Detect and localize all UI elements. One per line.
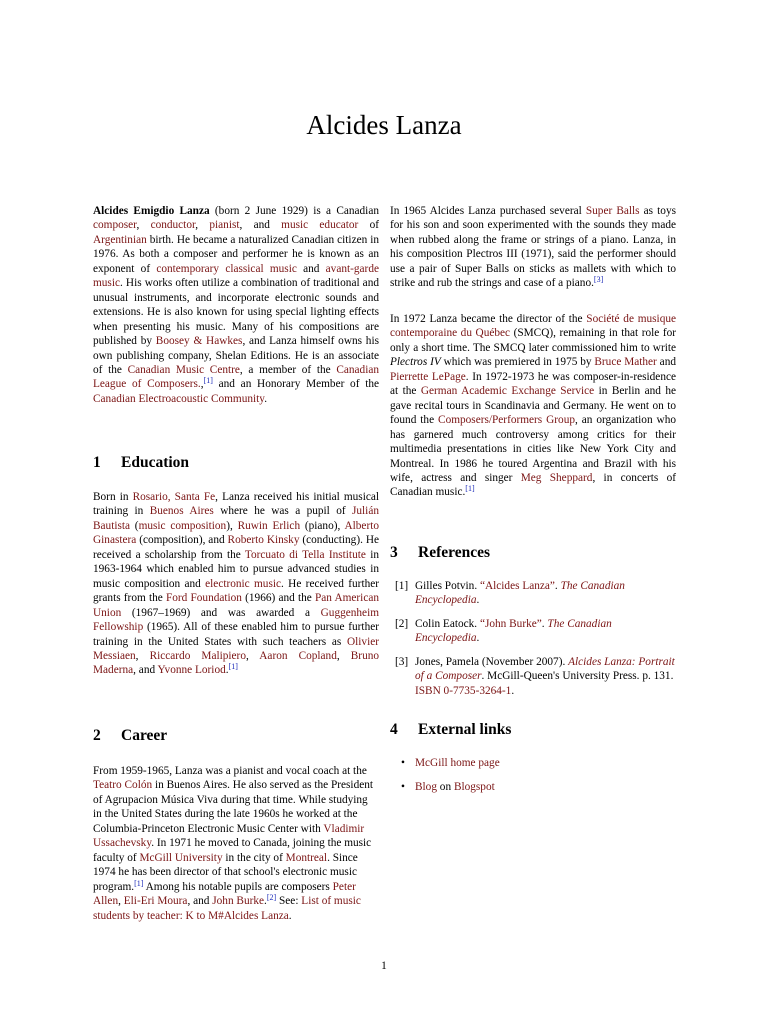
- link-alberto-ginastera[interactable]: Alberto Ginastera: [93, 519, 379, 547]
- section-career: [93, 726, 379, 746]
- page-number: 1: [381, 960, 387, 972]
- link-vladimir-ussachevsky[interactable]: Vladimir Ussachevsky: [93, 822, 365, 850]
- section-heading-education: 1 Education: [93, 454, 190, 471]
- smcq-paragraph: In 1972 Lanza became the director of the Société de musique contemporaine du Québec (SMCQ), remaining in that role for only a short time. The SMCQ later commissioned him to write Plectros IV which was premiered in 1975 by Bruce Mather and Pierrette LePage. In 1972-1973 he was composer-in-residence at the German Academic Exchange Service in Berlin and he gave recital tours in Scandinavia and Germany. He went on to found the Composers/Performers Group, an organization who has garnered much controversy among critics for their multimedia presentations in cities like New York City and Montreal. In 1986 he toured Argentina and Brazil with his wife, actress and singer Meg Sheppard, in concerts of Canadian music.[1]: [390, 313, 677, 499]
- link-meg-sheppard[interactable]: Meg Sheppard: [520, 471, 593, 484]
- link-electronic-music[interactable]: electronic music: [205, 577, 282, 590]
- link-german-academic-exchange[interactable]: German Academic Exchange Service: [420, 385, 595, 398]
- link-peter-allen[interactable]: Peter Allen: [93, 880, 356, 908]
- reference-list-wrap: [390, 579, 676, 707]
- link-torcuato-di-tella[interactable]: Torcuato di Tella Institute: [244, 548, 366, 561]
- section-heading-career: 2 Career: [93, 727, 168, 744]
- link-buenos-aires[interactable]: Buenos Aires: [149, 505, 214, 518]
- link-olivier-messiaen[interactable]: Olivier Messiaen: [93, 635, 379, 662]
- link-boosey-hawkes[interactable]: Boosey & Hawkes: [155, 335, 243, 348]
- link-yvonne-loriod[interactable]: Yvonne Loriod: [157, 664, 226, 677]
- link-blogspot[interactable]: Blogspot: [453, 781, 495, 794]
- link-blog[interactable]: Blog: [415, 781, 437, 794]
- page-title: Alcides Lanza: [306, 110, 462, 140]
- subject-name: Alcides Emigdio Lanza: [93, 205, 210, 217]
- link-mcgill-home-page[interactable]: McGill home page: [415, 757, 500, 769]
- reference-item: [1] Gilles Potvin. “Alcides Lanza”. The Canadian Encyclopedia.: [395, 580, 625, 607]
- link-smcq[interactable]: Société de musique contemporaine du Québec: [390, 313, 677, 340]
- link-music-educator[interactable]: music educator: [281, 219, 359, 232]
- reference-item: [2] Colin Eatock. “John Burke”. The Canadian Encyclopedia.: [395, 617, 612, 645]
- link-composer[interactable]: composer: [93, 219, 137, 232]
- link-rosario[interactable]: Rosario, Santa Fe: [132, 491, 216, 503]
- link-contemporary-classical[interactable]: contemporary classical music: [156, 262, 297, 275]
- citation-link[interactable]: [1]: [203, 376, 213, 386]
- education-paragraph: Born in Rosario, Santa Fe, Lanza received his initial musical training in Buenos Aires where he was a pupil of Julián Bautista (music composition), Ruwin Erlich (piano), Alberto Ginastera (composition), and Roberto Kinsky (conducting). He received a scholarship from the Torcuato di Tella Institute in 1963-1964 which enabled him to pursue advanced studies in music composition and electronic music. He received further grants from the Ford Foundation (1966) and the Pan American Union (1967–1969) and was awarded a Guggenheim Fellowship (1965). All of these enabled him to pursue further training in the United States with such teachers as Olivier Messiaen, Riccardo Malipiero, Aaron Copland, Bruno Maderna, and Yvonne Loriod.[1]: [93, 491, 380, 677]
- citation-link[interactable]: [1]: [228, 662, 238, 672]
- link-super-balls[interactable]: Super Balls: [585, 205, 640, 217]
- bullet: •: [401, 757, 405, 769]
- career-paragraph: From 1959-1965, Lanza was a pianist and vocal coach at the Teatro Colón in Buenos Aires. He also served as the President of Agrupacion Música Viva during that time. While studying in the United States during the late 1960s he worked at the Columbia-Princeton Electronic Music Center with Vladimir Ussachevsky. In 1971 he moved to Canada, joining the music faculty of McGill University in the city of Montreal. Since 1974 he has been director of that school's electronic music program.[1] Among his notable pupils are composers Peter Allen, Eli-Eri Moura, and John Burke.[2] See: List of music students by teacher: K to M#Alcides Lanza.: [93, 765, 374, 922]
- link-montreal[interactable]: Montreal: [285, 851, 328, 864]
- citation-link[interactable]: [2]: [266, 893, 277, 903]
- link-ruwin-erlich[interactable]: Ruwin Erlich: [237, 519, 301, 532]
- section-heading-external-links: 4 External links: [390, 721, 512, 738]
- link-aaron-copland[interactable]: Aaron Copland: [259, 649, 337, 662]
- citation-link[interactable]: [3]: [593, 275, 604, 285]
- link-argentinian[interactable]: Argentinian: [93, 233, 147, 246]
- intro-paragraph: Alcides Emigdio Lanza (born 2 June 1929) is a Canadian composer, conductor, pianist, and music educator of Argentinian birth. He became a naturalized Canadian citizen in 1976. As both a composer and performer he is known as an exponent of contemporary classical music and avant-garde music. His works often utilize a combination of traditional and unusual instruments, and incorporate electronic sounds and extensions. He is also known for using special lighting effects when presenting his music. Many of his compositions are published by Boosey & Hawkes, and Lanza himself owns his own publishing company, Shelan Editions. He is an associate of the Canadian Music Centre, a member of the Canadian League of Composers.,[1] and an Honorary Member of the Canadian Electroacoustic Community.: [93, 205, 379, 405]
- reference-link[interactable]: “Alcides Lanza”: [479, 580, 555, 592]
- link-bruno-maderna[interactable]: Bruno Maderna: [93, 649, 380, 677]
- section-heading-references: 3 References: [390, 544, 491, 561]
- external-links-list: [390, 756, 676, 795]
- link-canadian-league[interactable]: Canadian League of Composers.: [93, 363, 379, 391]
- link-pan-american-union[interactable]: Pan American Union: [93, 592, 380, 619]
- reference-link[interactable]: Alcides Lanza: Portrait of a Composer: [415, 655, 675, 683]
- link-bruce-mather[interactable]: Bruce Mather: [594, 356, 657, 369]
- section-external-links: [390, 720, 676, 740]
- link-music-composition[interactable]: music composition: [138, 519, 227, 532]
- link-roberto-kinsky[interactable]: Roberto Kinsky: [227, 534, 300, 547]
- link-eli-eri-moura[interactable]: Eli-Eri Moura: [123, 895, 188, 908]
- link-julian-bautista[interactable]: Julián Bautista: [93, 505, 379, 532]
- link-electroacoustic-community[interactable]: Canadian Electroacoustic Community: [93, 392, 265, 405]
- isbn-link[interactable]: ISBN 0-7735-3264-1: [415, 684, 512, 697]
- link-pianist[interactable]: pianist: [209, 219, 240, 232]
- link-mcgill-university[interactable]: McGill University: [139, 851, 223, 864]
- section-references: [390, 543, 676, 563]
- link-canadian-music-centre[interactable]: Canadian Music Centre: [127, 363, 240, 376]
- list-item: • Blog on Blogspot: [401, 781, 495, 794]
- reference-list: [390, 579, 676, 698]
- link-john-burke[interactable]: John Burke: [212, 895, 265, 908]
- citation-link[interactable]: [1]: [465, 484, 475, 494]
- reference-item: [3] Jones, Pamela (November 2007). Alcides Lanza: Portrait of a Composer. McGill-Queen's University Press. p. 131. ISBN 0-7735-3264-1.: [395, 655, 675, 697]
- reference-link[interactable]: “John Burke”: [479, 617, 542, 630]
- link-avant-garde[interactable]: avant-garde music: [93, 262, 379, 290]
- link-list-of-music-students[interactable]: List of music students by teacher: K to M#Alcides Lanza: [93, 895, 361, 922]
- link-ford-foundation[interactable]: Ford Foundation: [165, 592, 242, 605]
- link-composers-performers-group[interactable]: Composers/Performers Group: [438, 414, 575, 427]
- link-guggenheim[interactable]: Guggenheim Fellowship: [93, 606, 379, 634]
- bullet: •: [401, 781, 405, 794]
- link-riccardo-malipiero[interactable]: Riccardo Malipiero: [149, 649, 246, 662]
- list-item: [390, 756, 676, 770]
- external-links-wrap: [390, 756, 676, 805]
- citation-link[interactable]: [1]: [134, 878, 144, 888]
- section-education: [93, 453, 379, 473]
- link-teatro-colon[interactable]: Teatro Colón: [93, 779, 153, 792]
- link-pierrette-lepage[interactable]: Pierrette LePage: [390, 370, 466, 383]
- link-conductor[interactable]: conductor: [150, 219, 196, 232]
- super-balls-paragraph: In 1965 Alcides Lanza purchased several Super Balls as toys for his son and soon experimented with the sounds they made when rubbed along the frame or strings of a piano. Lanza, in his composition Plectros III (1971), said the performer should use a pair of Super Balls on sticks as mallets with which to strike and rub the strings and case of a piano.[3]: [390, 205, 676, 290]
